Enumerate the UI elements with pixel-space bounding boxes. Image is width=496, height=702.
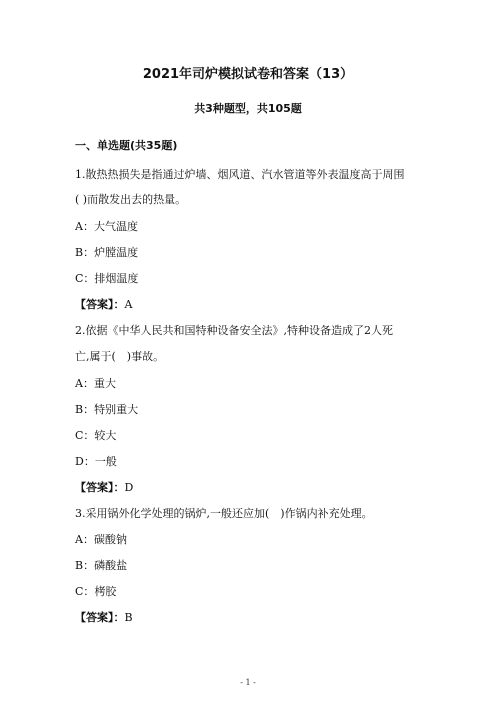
question-2-option-c: C：较大 bbox=[75, 429, 117, 442]
question-3-option-c: C：栲胶 bbox=[75, 585, 117, 598]
question-2-option-b: B：特别重大 bbox=[75, 403, 139, 416]
question-2-option-d: D：一般 bbox=[75, 455, 117, 468]
question-3-text: 3.采用锅外化学处理的锅炉,一般还应加( )作锅内补充处理。 bbox=[75, 507, 373, 520]
question-1-answer bbox=[75, 298, 425, 312]
page-number: - 1 - bbox=[240, 678, 256, 687]
section-heading: 一、单选题(共35题) bbox=[75, 139, 178, 152]
question-1-option-a: A：大气温度 bbox=[75, 220, 138, 233]
question-1-text: 1.散热热损失是指通过炉墙、烟风道、汽水管道等外表温度高于周围 bbox=[75, 168, 405, 181]
document-title: 2021年司炉模拟试卷和答案（13） bbox=[142, 67, 354, 82]
question-1-option-c: C：排烟温度 bbox=[75, 272, 139, 285]
answer-label: 【答案】： bbox=[75, 611, 125, 624]
question-1-option-b: B：炉膛温度 bbox=[75, 246, 139, 259]
question-2-text: 2.依据《中华人民共和国特种设备安全法》,特种设备造成了2人死 bbox=[75, 324, 393, 337]
question-2-text-cont: 亡,属于( )事故。 bbox=[75, 350, 165, 363]
question-2-answer bbox=[75, 481, 425, 495]
document-subtitle: 共3种题型，共105题 bbox=[194, 102, 302, 115]
answer-label: 【答案】： bbox=[75, 481, 125, 494]
question-3-option-a: A：碳酸钠 bbox=[75, 533, 127, 546]
answer-label: 【答案】： bbox=[75, 298, 125, 311]
question-2-option-a: A：重大 bbox=[75, 377, 116, 390]
question-1-text-cont: ( )而散发出去的热量。 bbox=[75, 193, 187, 206]
answer-value: A bbox=[124, 298, 133, 311]
question-3-option-b: B：磷酸盐 bbox=[75, 559, 128, 572]
answer-value: B bbox=[124, 611, 133, 624]
answer-value: D bbox=[124, 481, 134, 494]
question-3-answer bbox=[75, 611, 425, 625]
